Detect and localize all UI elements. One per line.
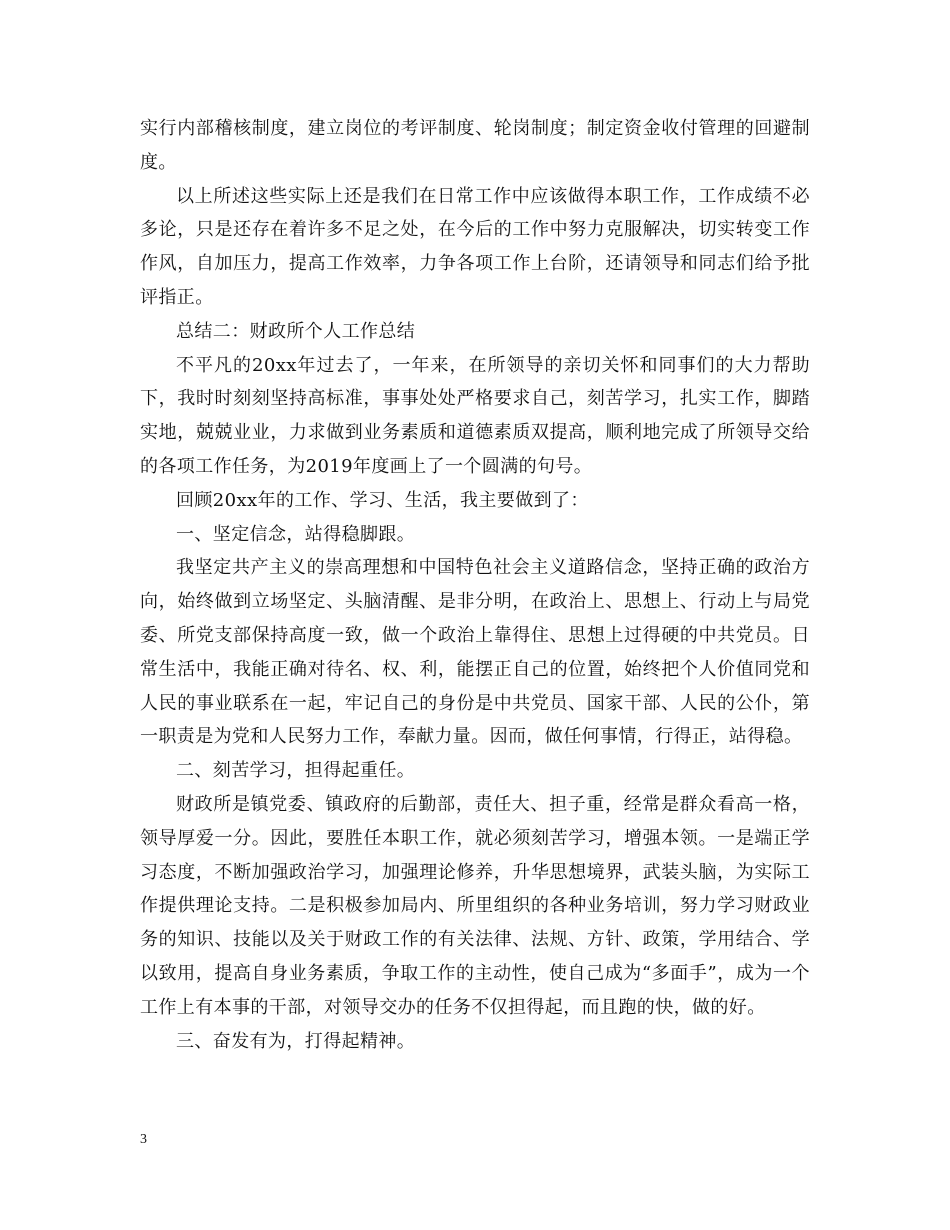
paragraph: 实行内部稽核制度，建立岗位的考评制度、轮岗制度；制定资金收付管理的回避制度。 [140, 118, 810, 173]
paragraph: 不平凡的20xx年过去了，一年来，在所领导的亲切关怀和同事们的大力帮助下，我时时刻刻坚持高标准，事事处处严格要求自己，刻苦学习，扎实工作，脚踏实地，兢兢业业，力求做到业务素质和道德素质双提高，顺利地完成了所领导交给的各项工作任务，为2019年度画上了一个圆满的句号。 [140, 354, 810, 477]
section-heading: 总结二：财政所个人工作总结 [176, 320, 416, 342]
section-heading: 三、奋发有为，打得起精神。 [176, 1030, 416, 1052]
section-heading: 一、坚定信念，站得稳脚跟。 [176, 523, 416, 545]
page-number: 3 [140, 1132, 147, 1147]
paragraph: 我坚定共产主义的崇高理想和中国特色社会主义道路信念，坚持正确的政治方向，始终做到立场坚定、头脑清醒、是非分明，在政治上、思想上、行动上与局党委、所党支部保持高度一致，做一个政治上靠得住、思想上过得硬的中共党员。日常生活中，我能正确对待名、权、利，能摆正自己的位置，始终把个人价值同党和人民的事业联系在一起，牢记自己的身份是中共党员、国家干部、人民的公仆，第一职责是为党和人民努力工作，奉献力量。因而，做任何事情，行得正，站得稳。 [140, 557, 810, 748]
document-body [140, 112, 810, 1058]
section-heading: 二、刻苦学习，担得起重任。 [176, 760, 416, 782]
paragraph: 财政所是镇党委、镇政府的后勤部，责任大、担子重，经常是群众看高一格，领导厚爱一分。因此，要胜任本职工作，就必须刻苦学习，增强本领。一是端正学习态度，不断加强政治学习，加强理论修养，升华思想境界，武装头脑，为实际工作提供理论支持。二是积极参加局内、所里组织的各种业务培训，努力学习财政业务的知识、技能以及关于财政工作的有关法律、法规、方针、政策，学用结合、学以致用，提高自身业务素质，争取工作的主动性，使自己成为“多面手”，成为一个工作上有本事的干部，对领导交办的任务不仅担得起，而且跑的快，做的好。 [140, 793, 810, 1018]
paragraph: 以上所述这些实际上还是我们在日常工作中应该做得本职工作，工作成绩不必多论，只是还存在着许多不足之处，在今后的工作中努力克服解决，切实转变工作作风，自加压力，提高工作效率，力争各项工作上台阶，还请领导和同志们给予批评指正。 [140, 185, 810, 308]
paragraph: 回顾20xx年的工作、学习、生活，我主要做到了： [176, 489, 589, 511]
